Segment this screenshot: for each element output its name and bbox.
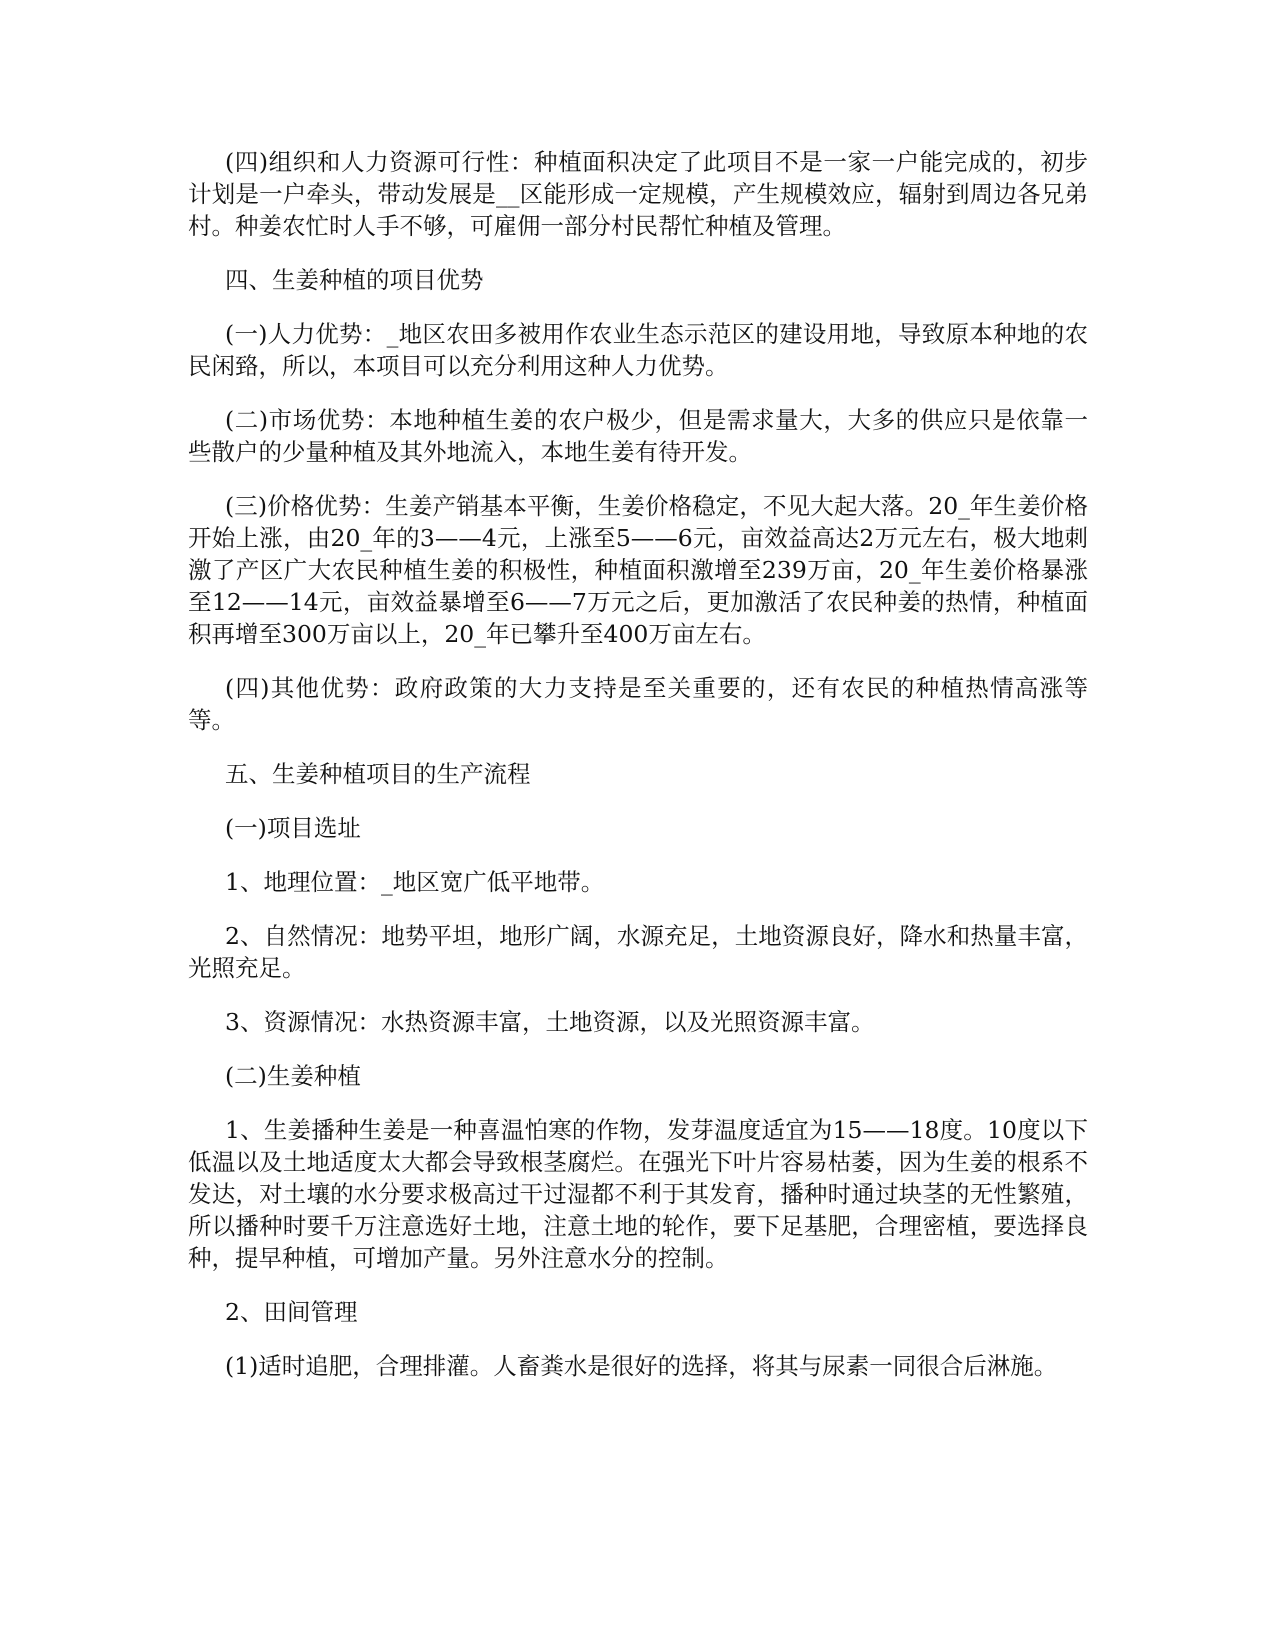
paragraph-natural-conditions: 2、自然情况：地势平坦，地形广阔，水源充足，土地资源良好，降水和热量丰富，光照充足。 [188, 922, 1088, 982]
paragraph-price-advantage: (三)价格优势：生姜产销基本平衡，生姜价格稳定，不见大起大落。20_年生姜价格开始上涨，由20_年的3——4元，上涨至5——6元，亩效益高达2万元左右，极大地刺激了产区广大农民种植生姜的积极性，种植面积激增至239万亩，20_年生姜价格暴涨至12——14元，亩效益暴增至6——7万元之后，更加激活了农民种姜的热情，种植面积再增至300万亩以上，20_年已攀升至400万亩左右。 [188, 492, 1088, 648]
paragraph-fertilizing-irrigation: (1)适时追肥，合理排灌。人畜粪水是很好的选择，将其与尿素一同很合后淋施。 [225, 1352, 1058, 1380]
paragraph-ginger-sowing: 1、生姜播种生姜是一种喜温怕寒的作物，发芽温度适宜为15——18度。10度以下低温以及土地适度太大都会导致根茎腐烂。在强光下叶片容易枯萎，因为生姜的根系不发达，对土壤的水分要求极高过干过湿都不利于其发育，播种时通过块茎的无性繁殖，所以播种时要千万注意选好土地，注意土地的轮作，要下足基肥，合理密植，要选择良种，提早种植，可增加产量。另外注意水分的控制。 [188, 1116, 1088, 1272]
subheading-site-selection: (一)项目选址 [225, 814, 361, 842]
paragraph-org-hr-feasibility: (四)组织和人力资源可行性：种植面积决定了此项目不是一家一户能完成的，初步计划是一户牵头，带动发展是__区能形成一定规模，产生规模效应，辐射到周边各兄弟村。种姜农忙时人手不够，可雇佣一部分村民帮忙种植及管理。 [188, 148, 1088, 240]
section-heading-production-process: 五、生姜种植项目的生产流程 [225, 760, 531, 788]
paragraph-geographic-location: 1、地理位置：_地区宽广低平地带。 [225, 868, 605, 896]
subheading-field-management: 2、田间管理 [225, 1298, 358, 1326]
paragraph-other-advantages: (四)其他优势：政府政策的大力支持是至关重要的，还有农民的种植热情高涨等等。 [188, 674, 1088, 734]
paragraph-market-advantage: (二)市场优势：本地种植生姜的农户极少，但是需求量大，大多的供应只是依靠一些散户的少量种植及其外地流入，本地生姜有待开发。 [188, 406, 1088, 466]
paragraph-labor-advantage: (一)人力优势：_地区农田多被用作农业生态示范区的建设用地，导致原本种地的农民闲臵，所以，本项目可以充分利用这种人力优势。 [188, 320, 1088, 380]
section-heading-project-advantages: 四、生姜种植的项目优势 [225, 266, 484, 294]
paragraph-resource-conditions: 3、资源情况：水热资源丰富，土地资源，以及光照资源丰富。 [225, 1008, 875, 1036]
subheading-ginger-planting: (二)生姜种植 [225, 1062, 361, 1090]
document-page [188, 146, 1088, 1404]
